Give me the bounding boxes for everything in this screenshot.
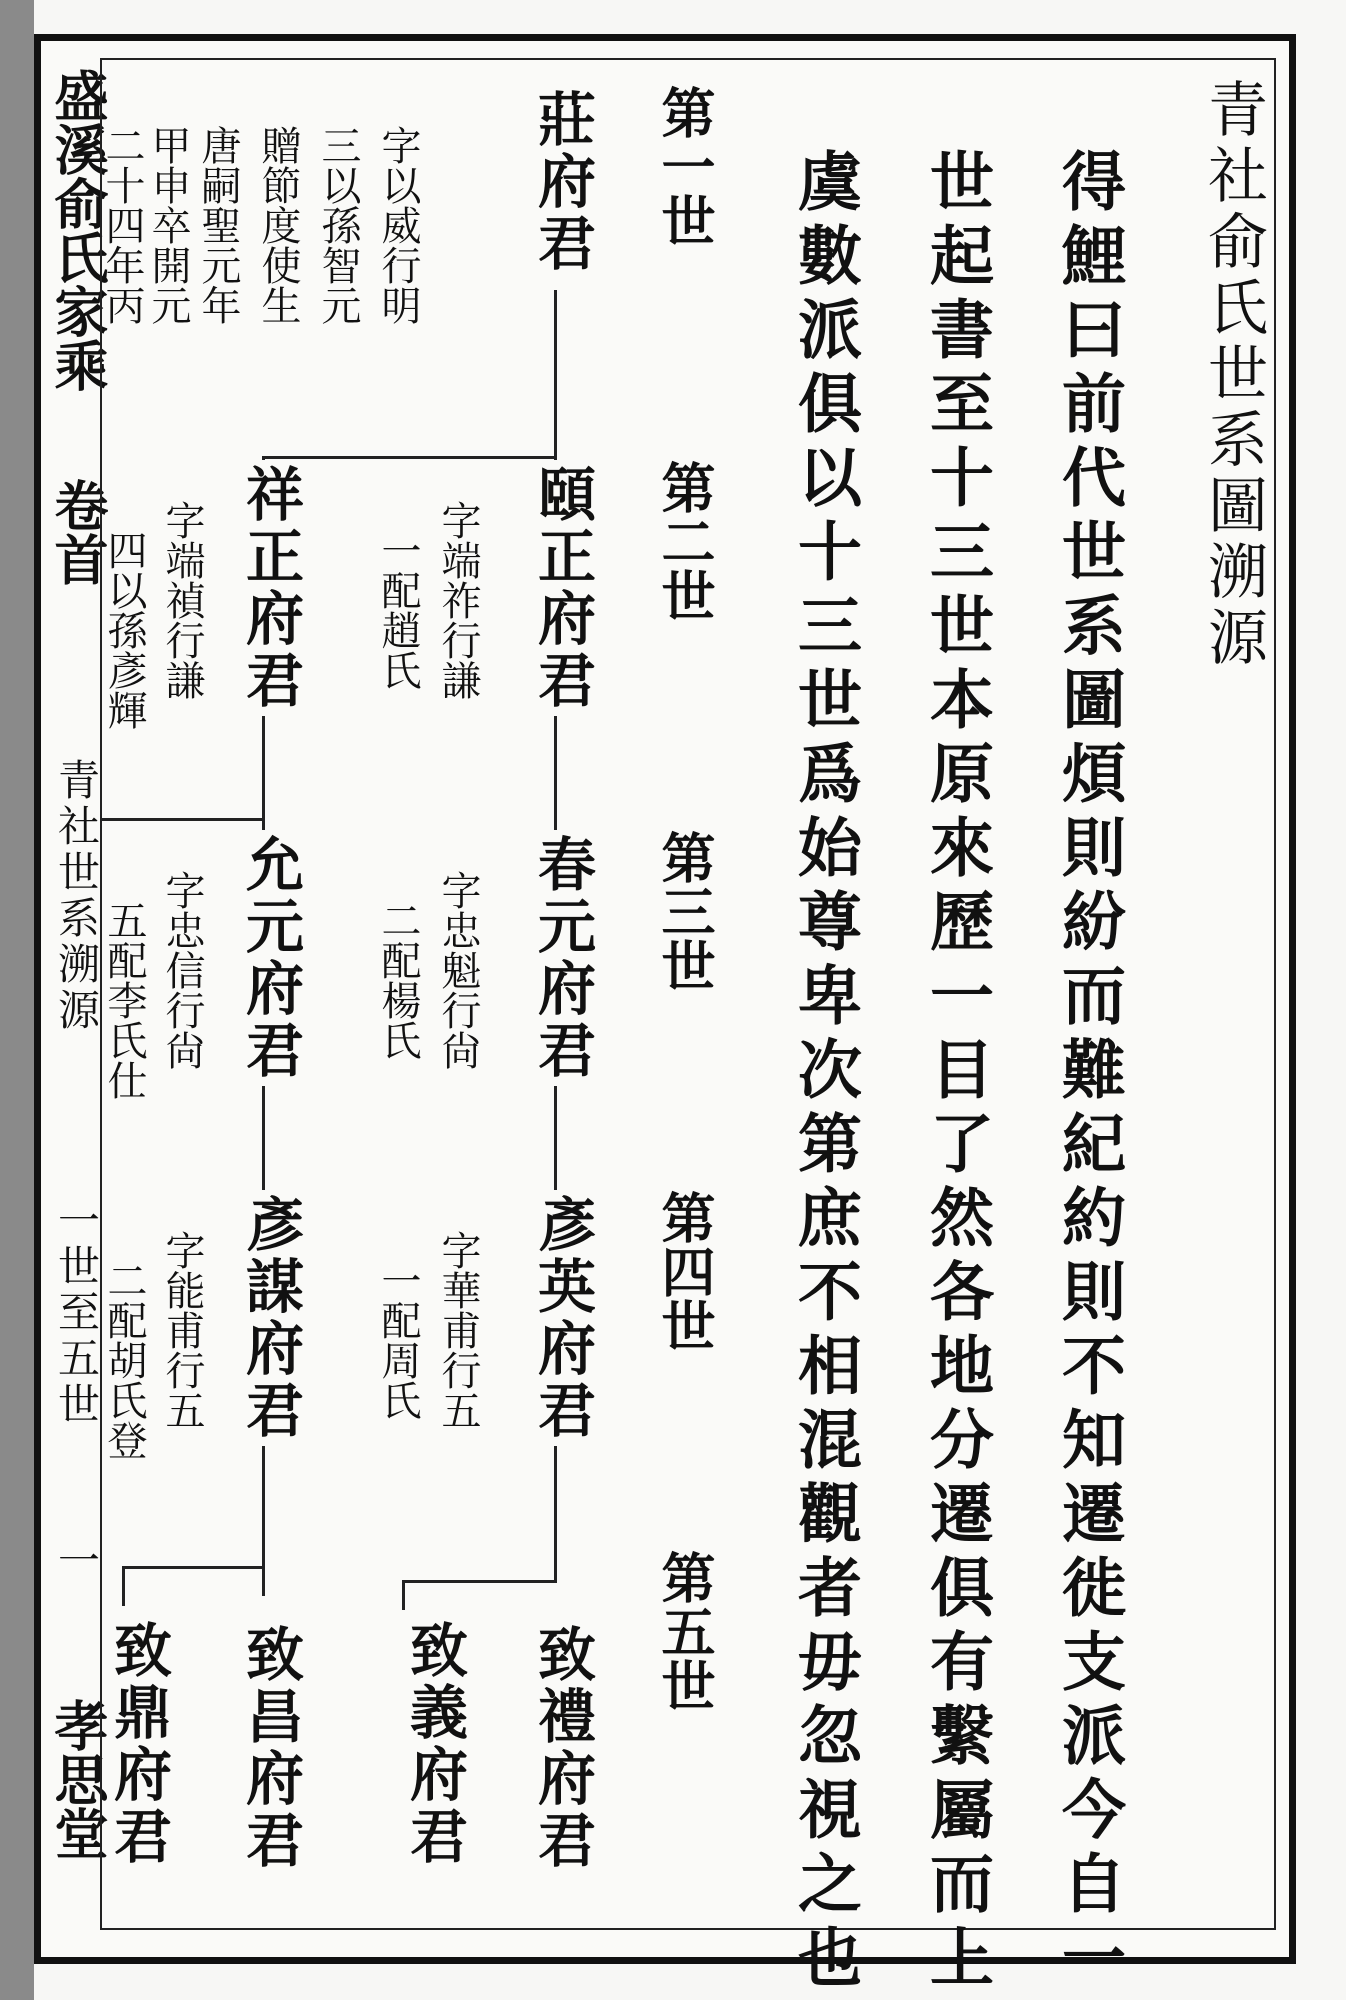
ancestor-name-4: 彥英府君 <box>520 1190 604 1446</box>
branch2-name-5: 致昌府君 <box>228 1620 312 1876</box>
ancestor-name-1: 莊府君 <box>520 85 604 279</box>
biography-note-1a: 字以威行明 <box>375 125 421 325</box>
divider-line-1 <box>102 818 265 821</box>
branch2-note-2b: 四以孫彥輝 <box>101 530 147 730</box>
biography-note-1f: 二十四年丙 <box>99 125 145 325</box>
intro-line-3: 虞數派俱以十三世爲始尊卑次第庶不相混觀者毋忽視之也 <box>787 148 862 1998</box>
biography-note-1d: 唐嗣聖元年 <box>195 125 241 325</box>
ancestor-name-2: 頤正府君 <box>520 460 604 716</box>
biography-note-1b: 三以孫智元 <box>315 125 361 325</box>
generation-range: 一世至五世 <box>52 1198 101 1428</box>
hall-name: 孝思堂 <box>46 1698 110 1860</box>
branch-line-gen5a <box>402 1580 557 1583</box>
book-spine <box>0 0 34 2000</box>
ancestor-name-5: 致禮府君 <box>520 1620 604 1876</box>
branch2-name-4: 彥謀府君 <box>228 1190 312 1446</box>
branch2-note-4b: 二配胡氏登 <box>101 1260 147 1460</box>
generation-2: 第二世 <box>653 460 717 622</box>
generation-4: 第四世 <box>653 1190 717 1352</box>
branch2-name-5-alt: 致鼎府君 <box>104 1620 172 1868</box>
branch-line-gen2 <box>262 456 557 459</box>
biography-note-4a: 字華甫行五 <box>435 1230 481 1430</box>
ancestor-name-3: 春元府君 <box>520 830 604 1086</box>
intro-line-2: 世起書至十三世本原來歷一目了然各地分遷俱有繫屬而上 <box>919 148 994 1998</box>
branch2-note-3a: 字忠信行尙 <box>159 870 205 1070</box>
biography-note-1e: 甲申卒開元 <box>145 125 191 325</box>
branch2-note-2a: 字端禎行謙 <box>159 500 205 700</box>
branch2-note-3b: 五配李氏仕 <box>101 900 147 1100</box>
biography-note-3a: 字忠魁行尙 <box>435 870 481 1070</box>
branch2-name-2: 祥正府君 <box>228 460 312 716</box>
biography-note-2b: 一配趙氏 <box>375 530 421 690</box>
volume-label: 卷首 <box>46 478 110 586</box>
generation-3: 第三世 <box>653 830 717 992</box>
branch2-note-4a: 字能甫行五 <box>159 1230 205 1430</box>
biography-note-4b: 一配周氏 <box>375 1260 421 1420</box>
generation-1: 第一世 <box>653 85 717 247</box>
generation-5: 第五世 <box>653 1550 717 1712</box>
biography-note-2a: 字端祚行謙 <box>435 500 481 700</box>
branch-line-gen5b <box>122 1566 265 1569</box>
branch-drop-gen5a <box>402 1580 405 1610</box>
section-label: 青社世系溯源 <box>52 758 101 1034</box>
branch2-name-3: 允元府君 <box>228 830 312 1086</box>
biography-note-1c: 贈節度使生 <box>255 125 301 325</box>
margin-column <box>38 58 110 1930</box>
page-number: 一 <box>52 1538 101 1584</box>
content-box <box>99 58 1276 1998</box>
ancestor-name-5-alt: 致義府君 <box>400 1620 468 1868</box>
page-title: 青社俞氏世系圖溯源 <box>1198 78 1268 672</box>
biography-note-3b: 二配楊氏 <box>375 900 421 1060</box>
book-title: 盛溪俞氏家乘 <box>46 68 110 392</box>
intro-line-1: 得鯉曰前代世系圖煩則紛而難紀約則不知遷徙支派今自一 <box>1051 148 1126 1998</box>
branch-drop-gen5b <box>122 1566 125 1606</box>
